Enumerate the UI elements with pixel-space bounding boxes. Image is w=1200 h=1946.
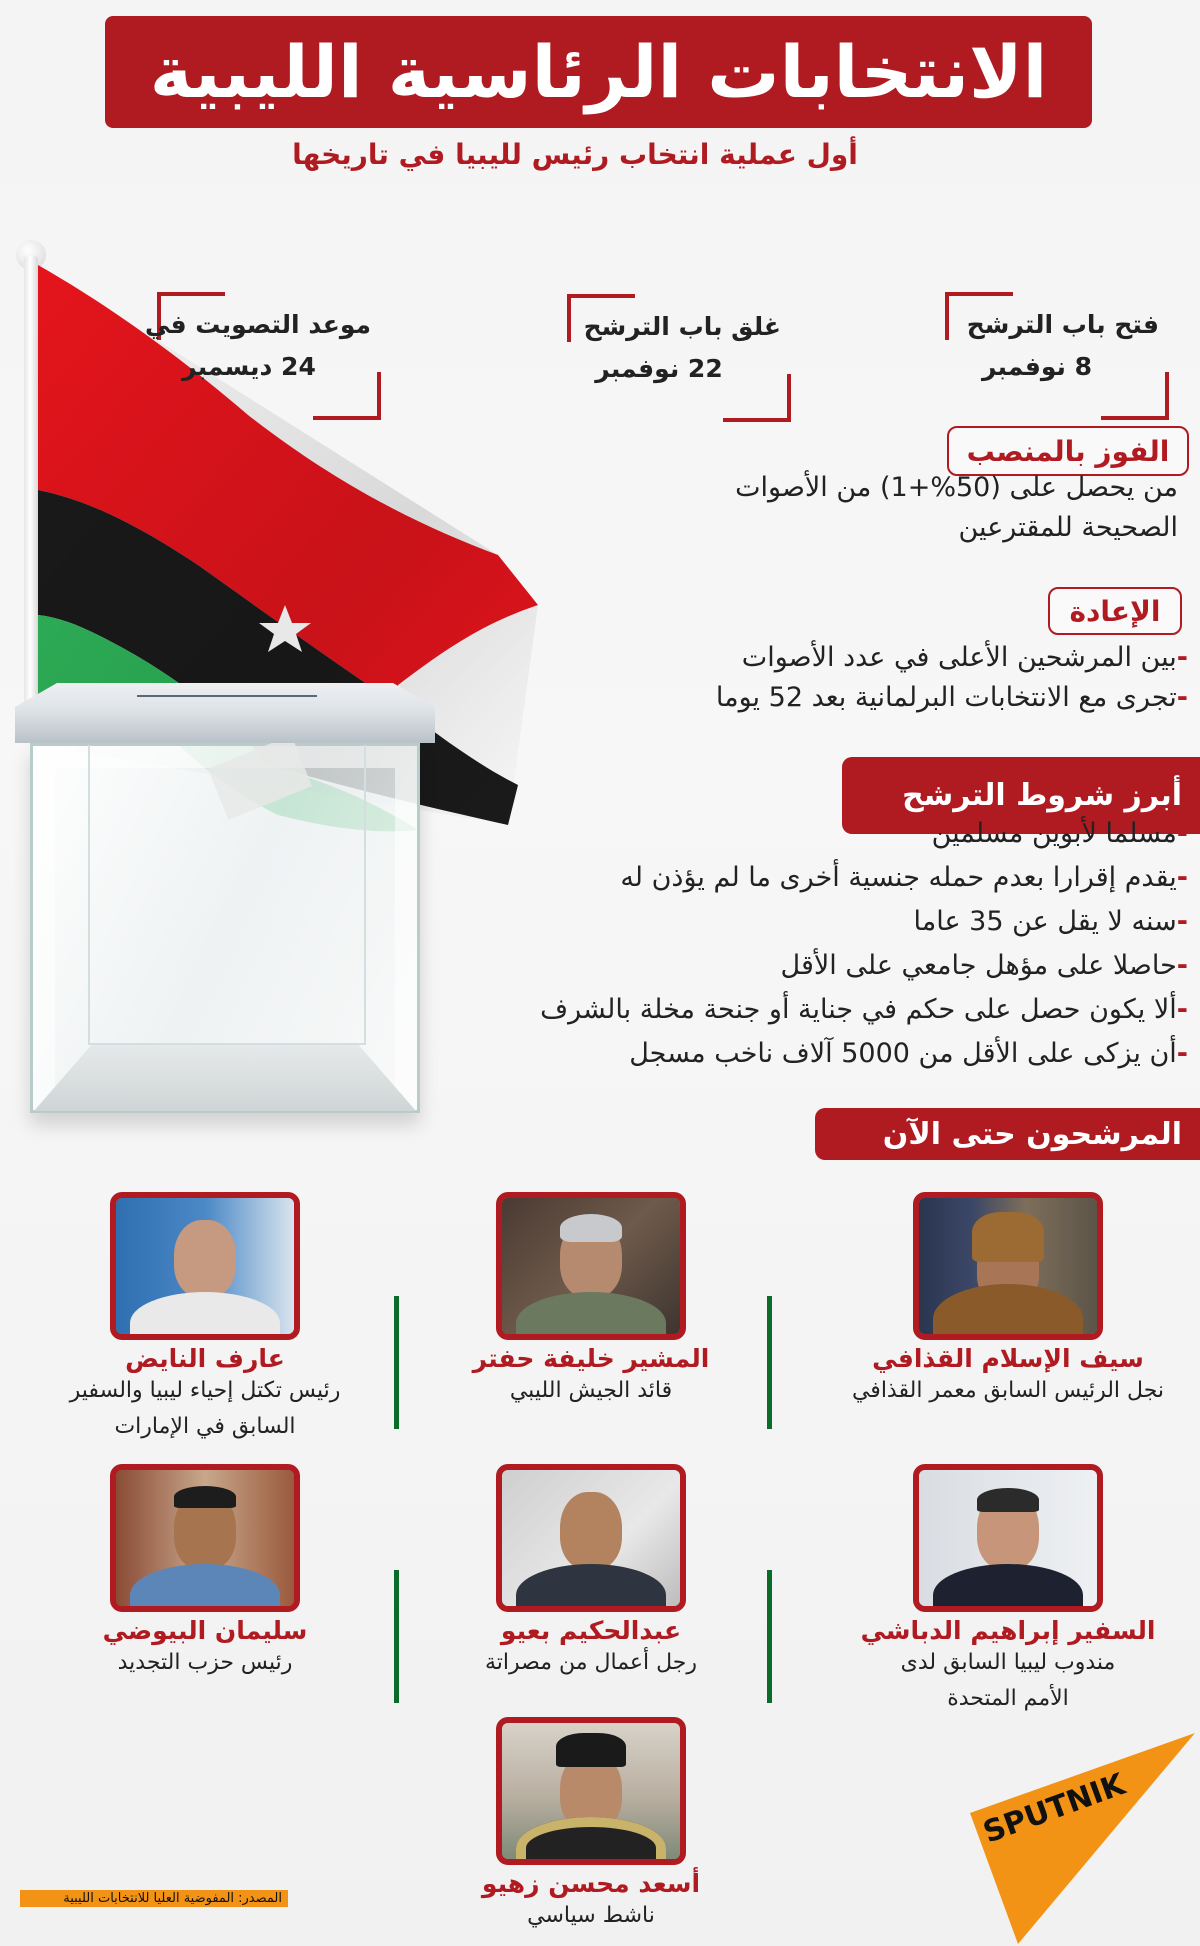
candidate-photo (496, 1192, 686, 1340)
source-note: المصدر: المفوضية العليا للانتخابات الليبية (20, 1890, 288, 1907)
candidate-photo (110, 1192, 300, 1340)
candidate-name: سليمان البيوضي (102, 1616, 308, 1645)
list-item: -حاصلا على مؤهل جامعي على الأقل (780, 950, 1188, 981)
date-nomination-close (567, 294, 791, 422)
bullet-dash: - (1176, 642, 1188, 673)
list-item: -أن يزكى على الأقل من 5000 آلاف ناخب مسجل (629, 1038, 1188, 1069)
win-line: الصحيحة للمقترعين (958, 512, 1178, 543)
candidate-card (20, 1464, 390, 1681)
candidate-name: السفير إبراهيم الدباشي (860, 1616, 1156, 1645)
candidate-role: السابق في الإمارات (114, 1414, 296, 1439)
candidate-role: رئيس تكتل إحياء ليبيا والسفير (69, 1378, 341, 1403)
candidate-name: المشير خليفة حفتر (472, 1344, 710, 1373)
runoff-heading: الإعادة (1048, 587, 1182, 635)
flagpole (24, 256, 38, 726)
list-item: -ألا يكون حصل على حكم في جناية أو جنحة مخلة بالشرف (540, 994, 1188, 1025)
candidate-card (823, 1464, 1193, 1717)
candidate-role: الأمم المتحدة (947, 1686, 1069, 1711)
candidate-role: نجل الرئيس السابق معمر القذافي (851, 1378, 1165, 1403)
conditions-heading: أبرز شروط الترشح (842, 757, 1200, 834)
bullet-dash: - (1176, 994, 1188, 1025)
bullet-dash: - (1176, 818, 1188, 849)
candidate-card (823, 1192, 1193, 1409)
ballot-box-lid (15, 683, 435, 743)
column-divider (394, 1570, 399, 1703)
candidate-photo (913, 1464, 1103, 1612)
candidate-role: ناشط سياسي (527, 1903, 655, 1928)
conditions-list (540, 812, 1188, 1076)
list-item: -تجرى مع الانتخابات البرلمانية بعد 52 يوما (715, 682, 1188, 713)
candidate-card (406, 1192, 776, 1409)
candidate-card (406, 1717, 776, 1934)
bullet-dash: - (1176, 906, 1188, 937)
candidate-card (406, 1464, 776, 1681)
sputnik-logo-icon (960, 1725, 1200, 1946)
date-value: 22 نوفمبر (595, 354, 723, 383)
bullet-dash: - (1176, 950, 1188, 981)
column-divider (394, 1296, 399, 1429)
page-subtitle: أول عملية انتخاب رئيس لليبيا في تاريخها (292, 138, 858, 171)
win-line: من يحصل على (50%+1) من الأصوات (735, 472, 1178, 503)
date-label: غلق باب الترشح (583, 312, 781, 341)
candidate-role: رئيس حزب التجديد (117, 1650, 293, 1675)
bullet-dash: - (1176, 1038, 1188, 1069)
date-voting (144, 292, 381, 420)
page-title: الانتخابات الرئاسية الليبية (149, 30, 1048, 114)
candidate-photo (496, 1464, 686, 1612)
date-label: موعد التصويت في (144, 310, 371, 339)
date-value: 8 نوفمبر (981, 352, 1093, 381)
candidate-card (20, 1192, 390, 1445)
candidate-role: قائد الجيش الليبي (509, 1378, 673, 1403)
win-heading: الفوز بالمنصب (947, 426, 1189, 476)
candidates-heading: المرشحون حتى الآن (815, 1108, 1200, 1160)
title-banner (105, 16, 1092, 128)
list-item: -مسلما لأبوين مسلمين (931, 818, 1188, 849)
candidate-role: مندوب ليبيا السابق لدى (900, 1650, 1116, 1675)
ballot-box-floor (34, 1045, 416, 1111)
candidate-photo (913, 1192, 1103, 1340)
list-item: -بين المرشحين الأعلى في عدد الأصوات (741, 642, 1188, 673)
list-item: -يقدم إقرارا بعدم حمله جنسية أخرى ما لم يؤذن له (620, 862, 1188, 893)
date-value: 24 ديسمبر (182, 352, 316, 381)
candidate-name: سيف الإسلام القذافي (872, 1344, 1144, 1373)
ballot-slot (137, 695, 317, 697)
candidate-name: أسعد محسن زهيو (481, 1869, 701, 1898)
candidate-name: عارف النايض (125, 1344, 285, 1373)
candidate-photo (496, 1717, 686, 1865)
candidate-photo (110, 1464, 300, 1612)
runoff-list (716, 638, 1188, 718)
bullet-dash: - (1176, 862, 1188, 893)
date-nomination-open (945, 292, 1169, 420)
candidate-role: رجل أعمال من مصراتة (484, 1650, 698, 1675)
bullet-dash: - (1176, 682, 1188, 713)
svg-text:SPUTNIK: SPUTNIK (978, 1767, 1130, 1851)
candidate-name: عبدالحكيم بعيو (500, 1616, 682, 1645)
list-item: -سنه لا يقل عن 35 عاما (913, 906, 1188, 937)
date-label: فتح باب الترشح (966, 310, 1159, 339)
